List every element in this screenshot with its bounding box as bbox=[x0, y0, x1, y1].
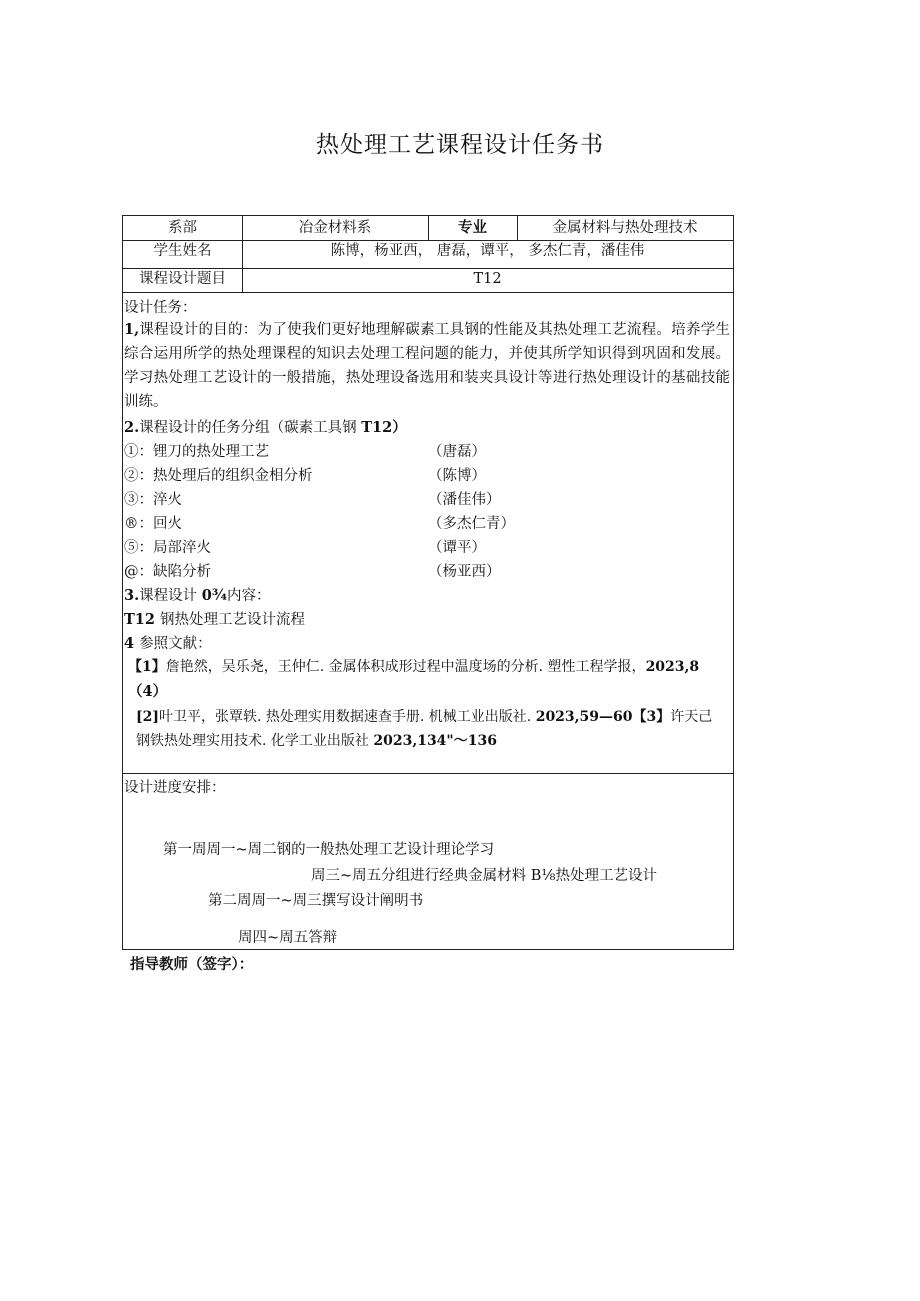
ref3-pages: 2023,134"～136 bbox=[373, 733, 497, 749]
task-person: （多杰仁青） bbox=[428, 516, 515, 532]
ref3-author: 许天己 bbox=[670, 709, 713, 725]
content-tail: 内容： bbox=[226, 588, 271, 604]
supervisor-signature-label: 指导教师（签字）： bbox=[130, 956, 254, 973]
purpose-number: 1, bbox=[124, 321, 140, 338]
schedule-line: 第一周周一~周二钢的一般热处理工艺设计理论学习 bbox=[163, 842, 495, 858]
major-value: 金属材料与热处理技术 bbox=[552, 220, 698, 236]
content-heading bbox=[124, 584, 270, 605]
task-item: ⑤：局部淬火 bbox=[124, 540, 211, 556]
dept-label: 系部 bbox=[168, 220, 197, 236]
topic-label: 课程设计题目 bbox=[139, 271, 226, 287]
task-person: （唐磊） bbox=[428, 444, 486, 460]
ref1-year: 2023,8 bbox=[645, 659, 700, 675]
grouping-text: 课程设计的任务分组（碳素工具钢 bbox=[139, 420, 362, 436]
content-line bbox=[124, 608, 305, 629]
task-heading: 设计任务： bbox=[124, 300, 197, 316]
content-line-text: 钢热处理工艺设计流程 bbox=[160, 612, 306, 628]
major-label: 专业 bbox=[458, 219, 487, 236]
content-steel: T12 bbox=[124, 611, 161, 628]
reference-3 bbox=[136, 730, 497, 750]
task-item: ③：淬火 bbox=[124, 492, 182, 508]
content-text: 课程设计 bbox=[139, 588, 202, 604]
grouping-heading bbox=[124, 416, 407, 437]
task-item: ®：回火 bbox=[124, 516, 182, 532]
students-value: 陈博，杨亚西， 唐磊，谭平， 多杰仁青，潘佳伟 bbox=[330, 243, 645, 259]
ref1-tag: 【1】 bbox=[128, 659, 166, 675]
section-divider bbox=[123, 773, 733, 774]
purpose-paragraph bbox=[124, 318, 730, 414]
ref3-text: 钢铁热处理实用技术. 化学工业出版社 bbox=[136, 733, 374, 749]
purpose-text: 课程设计的目的：为了使我们更好地理解碳素工具钢的性能及其热处理工艺流程。培养学生综合运用所学的热处理课程的知识去处理工程问题的能力，并使其所学知识得到巩固和发展。学习热处理工艺设计的一般措施，热处理设备选用和装夹具设计等进行热处理设计的基础技能训练。 bbox=[124, 322, 730, 410]
page-title: 热处理工艺课程设计任务书 bbox=[316, 132, 604, 158]
task-item: @：缺陷分析 bbox=[124, 564, 211, 580]
refs-heading bbox=[124, 632, 212, 653]
grouping-steel: T12） bbox=[361, 419, 407, 436]
grouping-number: 2. bbox=[124, 419, 140, 436]
refs-number: 4 bbox=[124, 635, 140, 652]
task-person: （陈博） bbox=[428, 468, 486, 484]
schedule-line: 第二周周一~周三撰写设计阐明书 bbox=[208, 893, 424, 909]
reference-1-issue: （4） bbox=[128, 683, 168, 700]
ref1-text: 詹艳然，吴乐尧，王仲仁. 金属体积成形过程中温度场的分析. 塑性工程学报， bbox=[165, 659, 646, 675]
task-item: ②：热处理后的组织金相分析 bbox=[124, 468, 313, 484]
schedule-line: 周四~周五答辩 bbox=[238, 930, 338, 946]
content-code: 0¾ bbox=[201, 587, 227, 604]
refs-label: 参照文献： bbox=[139, 636, 212, 652]
task-item: ①：锂刀的热处理工艺 bbox=[124, 444, 269, 460]
ref2-text: 叶卫平，张覃轶. 热处理实用数据速查手册. 机械工业出版社. bbox=[159, 709, 536, 725]
dept-value: 冶金材料系 bbox=[298, 220, 372, 236]
row-divider bbox=[123, 292, 733, 293]
task-person: （潘佳伟） bbox=[428, 492, 501, 508]
content-number: 3. bbox=[124, 587, 140, 604]
schedule-line: 周三~周五分组进行经典金属材料 B⅛热处理工艺设计 bbox=[311, 868, 657, 884]
task-person: （杨亚西） bbox=[428, 564, 501, 580]
ref2-tag: [2] bbox=[136, 709, 159, 725]
schedule-heading: 设计进度安排： bbox=[124, 780, 226, 796]
reference-1 bbox=[128, 656, 699, 676]
students-label: 学生姓名 bbox=[153, 243, 212, 259]
ref2-pages: 2023,59—60【3】 bbox=[535, 709, 671, 725]
topic-value: T12 bbox=[473, 271, 502, 287]
reference-2 bbox=[136, 706, 712, 726]
task-person: （谭平） bbox=[428, 540, 486, 556]
